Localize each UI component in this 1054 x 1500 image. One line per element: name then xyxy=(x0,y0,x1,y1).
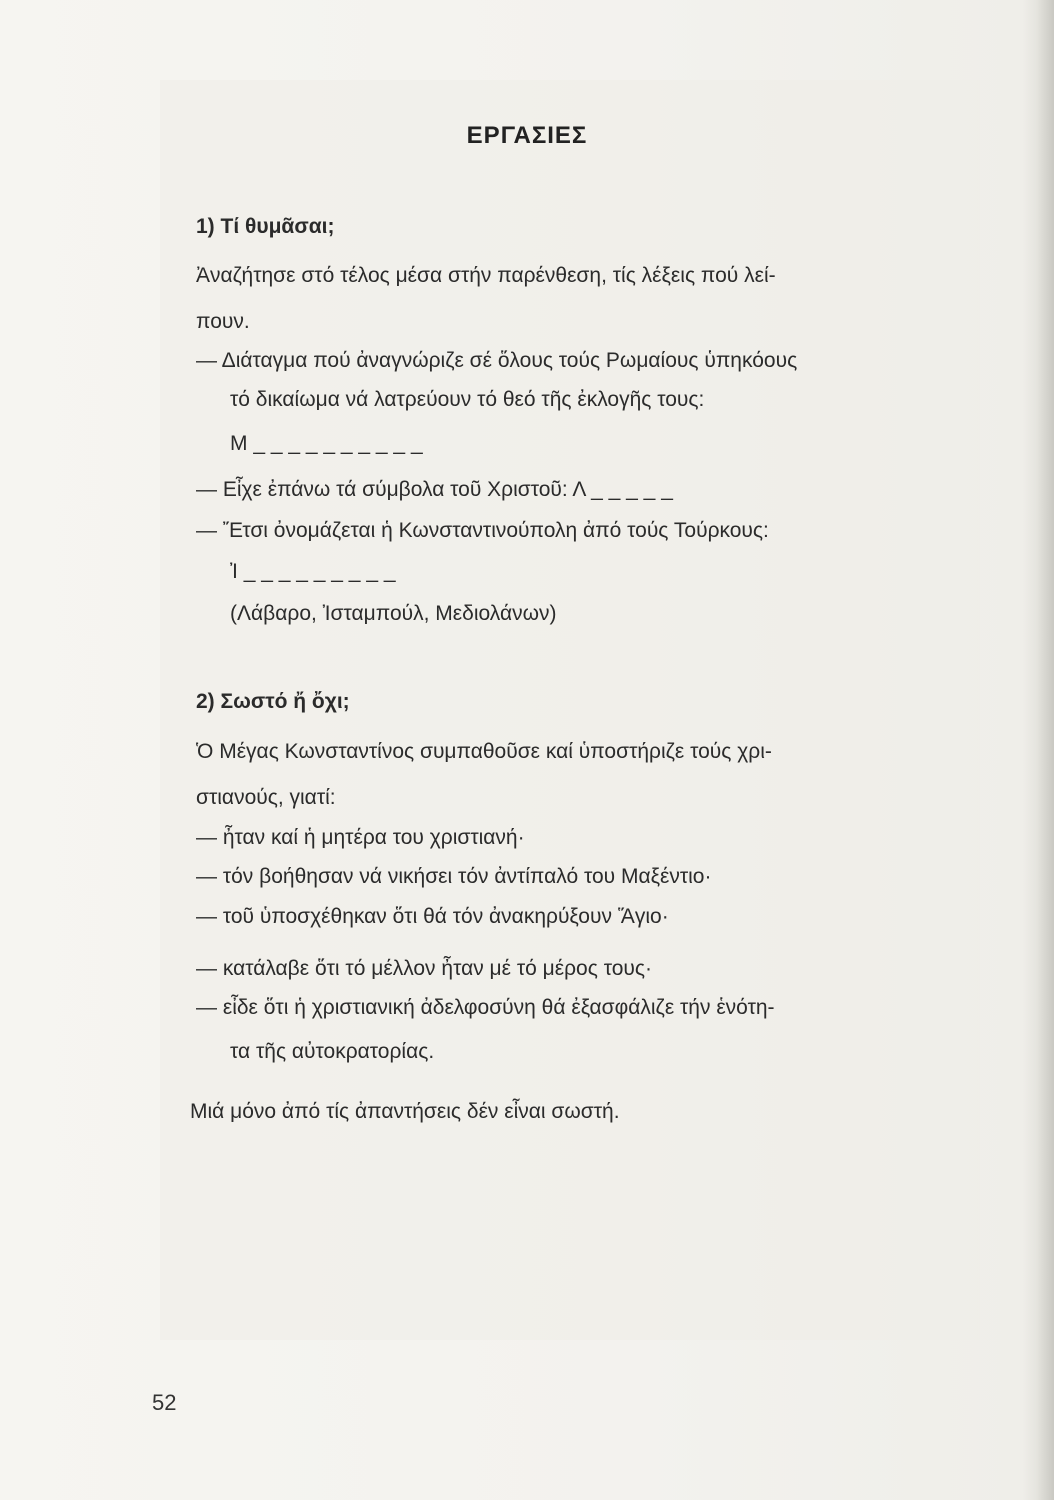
page-edge-shadow xyxy=(1036,0,1054,1500)
option-1: — ἦταν καί ἡ μητέρα του χριστιανή· xyxy=(196,826,525,849)
section2-heading: 2) Σωστό ἤ ὄχι; xyxy=(196,690,350,713)
answer-choices: (Λάβαρο, Ἰσταμπούλ, Μεδιολάνων) xyxy=(230,602,557,625)
option-3: — τοῦ ὑποσχέθηκαν ὅτι θά τόν ἀνακηρύξουν Ἅγιο· xyxy=(196,905,669,928)
note: Μιά μόνο ἀπό τίς ἀπαντήσεις δέν εἶναι σωστή. xyxy=(190,1100,620,1123)
option-4: — κατάλαβε ὅτι τό μέλλον ἦταν μέ τό μέρος τους· xyxy=(196,957,652,980)
section1-heading: 1) Τί θυμᾶσαι; xyxy=(196,215,335,238)
section1-instruction-line1: Ἀναζήτησε στό τέλος μέσα στήν παρένθεση, τίς λέξεις πού λεί- xyxy=(196,264,776,287)
section2-statement-line2: στιανούς, γιατί: xyxy=(196,786,336,809)
option-5-line2: τα τῆς αὐτοκρατορίας. xyxy=(230,1040,435,1063)
page-title: ΕΡΓΑΣΙΕΣ xyxy=(466,122,588,149)
option-5-line1: — εἶδε ὅτι ἡ χριστιανική ἀδελφοσύνη θά ἐξασφάλιζε τήν ἑνότη- xyxy=(196,996,775,1019)
item3-line1: — Ἔτσι ὀνομάζεται ἡ Κωνσταντινούπολη ἀπό τούς Τούρκους: xyxy=(196,519,769,542)
section1-instruction-line2: πουν. xyxy=(196,310,250,333)
section2-statement-line1: Ὁ Μέγας Κωνσταντίνος συμπαθοῦσε καί ὑποστήριζε τούς χρι- xyxy=(196,740,772,763)
item1-line1: — Διάταγμα πού ἀναγνώριζε σέ ὅλους τούς Ρωμαίους ὑπηκόους xyxy=(196,349,798,372)
option-2: — τόν βοήθησαν νά νικήσει τόν ἀντίπαλό του Μαξέντιο· xyxy=(196,865,712,888)
item2: — Εἶχε ἐπάνω τά σύμβολα τοῦ Χριστοῦ: Λ _ _ _ _ _ xyxy=(196,478,673,501)
item1-blank: Μ _ _ _ _ _ _ _ _ _ _ xyxy=(230,432,423,455)
page-number: 52 xyxy=(152,1390,177,1415)
item3-blank: Ἰ _ _ _ _ _ _ _ _ _ xyxy=(230,560,396,583)
item1-line2: τό δικαίωμα νά λατρεύουν τό θεό τῆς ἐκλογῆς τους: xyxy=(230,388,705,411)
